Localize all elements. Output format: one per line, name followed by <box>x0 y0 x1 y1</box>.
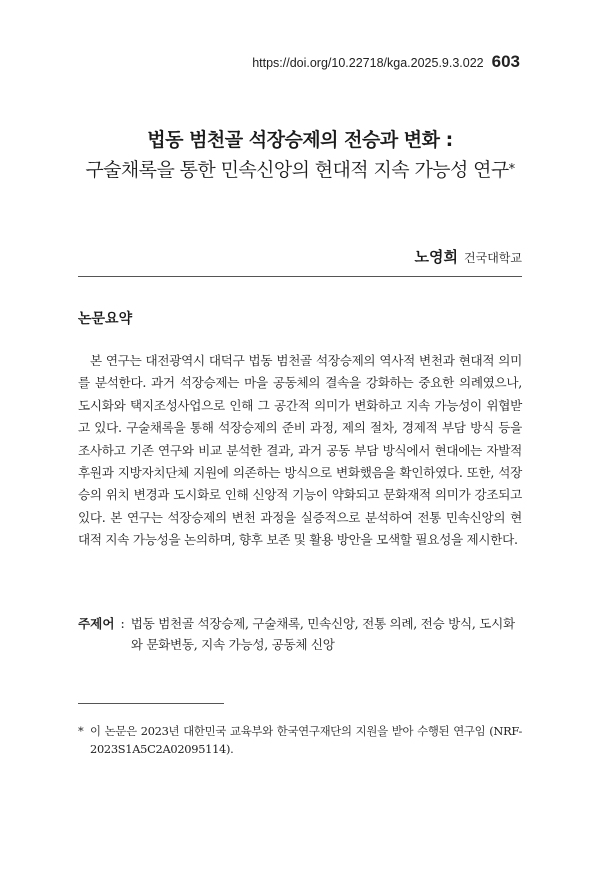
abstract-body: 본 연구는 대전광역시 대덕구 법동 범천골 석장승제의 역사적 변천과 현대적 의미를 분석한다. 과거 석장승제는 마을 공동체의 결속을 강화하는 중요한 의례였으나, 도시화와 택지조성사업으로 인해 그 공간적 의미가 변화하고 지속 가능성이 위협받고 있다. 구술채록을 통해 석장승제의 준비 과정, 제의 절차, 경제적 부담 방식 등을 조사하고 기존 연구와 비교 분석한 결과, 과거 공동 부담 방식에서 현대에는 자발적 후원과 지방자치단체 지원에 의존하는 방식으로 변화했음을 확인하였다. 또한, 석장승의 위치 변경과 도시화로 인해 신앙적 기능이 약화되고 문화재적 의미가 강조되고 있다. 본 연구는 석장승제의 변천 과정을 실증적으로 분석하여 전통 민속신앙의 현대적 지속 가능성을 논의하며, 향후 보존 및 활용 방안을 모색할 필요성을 제시한다. <box>78 353 522 548</box>
footnote-mark: * <box>78 724 84 738</box>
keywords <box>78 614 522 655</box>
footnote-divider <box>78 703 224 704</box>
title-main: 법동 범천골 석장승제의 전승과 변화 : <box>147 129 453 151</box>
title-divider <box>78 276 522 277</box>
page-number: 603 <box>491 52 520 71</box>
article-title <box>0 125 600 185</box>
author-line <box>415 246 522 267</box>
footnote-text: 이 논문은 2023년 대한민국 교육부와 한국연구재단의 지원을 받아 수행된 연구임 (NRF-2023S1A5C2A02095114). <box>90 724 522 756</box>
running-header <box>252 52 520 72</box>
footnote <box>78 722 522 758</box>
title-footnote-mark: * <box>508 162 515 177</box>
title-subtitle <box>0 155 600 185</box>
abstract-heading: 논문요약 <box>78 311 133 327</box>
subtitle-text: 구술채록을 통한 민속신앙의 현대적 지속 가능성 연구 <box>85 159 509 181</box>
author-affiliation: 건국대학교 <box>464 251 522 265</box>
keywords-text: 법동 범천골 석장승제, 구술채록, 민속신앙, 전통 의례, 전승 방식, 도시화와 문화변동, 지속 가능성, 공동체 신앙 <box>130 616 515 652</box>
doi-link[interactable]: https://doi.org/10.22718/kga.2025.9.3.022 <box>252 56 484 70</box>
keywords-separator: : <box>120 616 125 631</box>
keywords-label: 주제어 <box>78 616 115 631</box>
author-name: 노영희 <box>414 248 459 266</box>
